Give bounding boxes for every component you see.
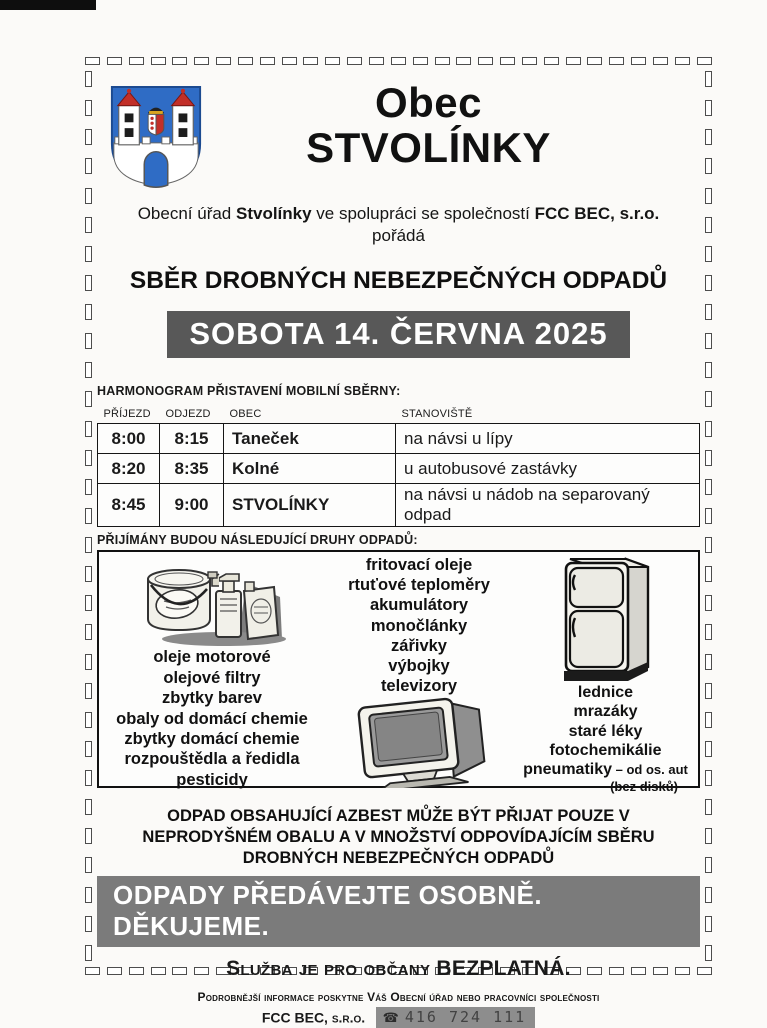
- col-header-location: STANOVIŠTĚ: [401, 408, 473, 421]
- list-item: staré léky: [568, 722, 643, 740]
- border-dash: [85, 654, 92, 670]
- border-dash: [705, 595, 712, 611]
- border-dash: [85, 188, 92, 204]
- free-service-line: Služba je pro občany BEZPLATNÁ.: [226, 957, 571, 981]
- list-item: akumulátory: [369, 596, 469, 615]
- border-dash: [705, 479, 712, 495]
- list-item: fotochemikálie: [549, 741, 662, 759]
- border-dash: [500, 57, 515, 65]
- border-dash: [413, 57, 428, 65]
- border-dash: [391, 57, 406, 65]
- border-dash: [705, 508, 712, 524]
- border-dash: [85, 683, 92, 699]
- border-dash: [172, 57, 187, 65]
- border-dash: [369, 57, 384, 65]
- list-item: pesticidy: [176, 770, 248, 789]
- intro-paragraph: [97, 203, 700, 247]
- col-header-village: OBEC: [229, 408, 262, 421]
- phone-number: 416 724 111: [404, 1008, 527, 1027]
- schedule-header-row: [98, 408, 700, 424]
- border-dash: [85, 945, 92, 961]
- border-dash: [85, 537, 92, 553]
- border-dash: [705, 654, 712, 670]
- border-dash: [85, 100, 92, 116]
- border-dash: [705, 566, 712, 582]
- info-line: Podrobnější informace poskytne Váš Obecní úřad nebo pracovníci společnosti: [197, 990, 600, 1005]
- border-dash: [675, 57, 690, 65]
- list-item: rtuťové teploměry: [348, 576, 490, 595]
- header: [97, 75, 700, 193]
- border-dash: [456, 57, 471, 65]
- border-dash: [85, 71, 92, 87]
- list-item: olejové filtry: [163, 668, 261, 687]
- village-name: Taneček: [224, 424, 396, 454]
- border-dash: [194, 57, 209, 65]
- border-dash: [85, 362, 92, 378]
- waste-list-middle: [321, 555, 517, 696]
- border-dash: [697, 57, 712, 65]
- table-row: [98, 424, 700, 454]
- border-dash: [653, 57, 668, 65]
- waste-types-box: [97, 550, 700, 795]
- border-dash: [282, 57, 297, 65]
- border-dash: [705, 624, 712, 640]
- scan-artifact-bar: [0, 0, 96, 10]
- village-name: Kolné: [224, 454, 396, 484]
- list-item: rozpouštědla a ředidla: [124, 750, 300, 769]
- border-dash: [85, 158, 92, 174]
- flyer: [85, 57, 712, 1027]
- col-header-departure: ODJEZD: [165, 408, 211, 421]
- table-row: [98, 454, 700, 484]
- border-dash: [705, 391, 712, 407]
- border-dash: [566, 57, 581, 65]
- border-dash: [705, 129, 712, 145]
- tyres-main: pneumatiky: [523, 760, 613, 778]
- dashed-border-top: [85, 57, 712, 65]
- waste-list-left: [103, 647, 321, 790]
- stop-location: u autobusové zastávky: [396, 454, 700, 484]
- border-dash: [85, 479, 92, 495]
- title-line1: Obec: [374, 79, 483, 126]
- border-dash: [85, 916, 92, 932]
- border-dash: [705, 217, 712, 233]
- border-dash: [260, 57, 275, 65]
- border-dash: [631, 57, 646, 65]
- dashed-border-left: [85, 71, 92, 961]
- list-item: televizory: [380, 676, 458, 695]
- border-dash: [325, 57, 340, 65]
- handover-banner: ODPADY PŘEDÁVEJTE OSOBNĚ. DĚKUJEME.: [97, 876, 700, 947]
- border-dash: [705, 683, 712, 699]
- waste-column-left: [103, 555, 321, 795]
- border-dash: [522, 57, 537, 65]
- border-dash: [705, 537, 712, 553]
- contact-row: [97, 1007, 700, 1028]
- border-dash: [85, 450, 92, 466]
- border-dash: [85, 712, 92, 728]
- border-dash: [705, 188, 712, 204]
- border-dash: [238, 57, 253, 65]
- list-item: zářivky: [391, 636, 447, 655]
- border-dash: [85, 275, 92, 291]
- stop-location: na návsi u lípy: [396, 424, 700, 454]
- border-dash: [705, 304, 712, 320]
- border-dash: [85, 566, 92, 582]
- border-dash: [303, 57, 318, 65]
- border-dash: [705, 421, 712, 437]
- border-dash: [85, 741, 92, 757]
- company-name: FCC BEC, s.r.o.: [261, 1009, 366, 1026]
- list-item: obaly od domácí chemie: [116, 709, 308, 728]
- border-dash: [85, 799, 92, 815]
- tyres-suffix: – od os. aut: [612, 761, 688, 777]
- border-dash: [478, 57, 493, 65]
- border-dash: [705, 71, 712, 87]
- list-item: monočlánky: [370, 616, 468, 635]
- municipal-coat-of-arms-icon: [107, 83, 205, 189]
- border-dash: [435, 57, 450, 65]
- col-header-arrival: PŘÍJEZD: [103, 408, 151, 421]
- departure-time: 9:00: [160, 484, 224, 527]
- departure-time: 8:15: [160, 424, 224, 454]
- arrival-time: 8:00: [98, 424, 160, 454]
- refrigerator-icon: [554, 555, 658, 683]
- waste-column-right: [517, 555, 694, 795]
- event-title: SBĚR DROBNÝCH NEBEZPEČNÝCH ODPADŮ: [129, 267, 668, 295]
- border-dash: [705, 246, 712, 262]
- stop-location: na návsi u nádob na separovaný odpad: [396, 484, 700, 527]
- border-dash: [705, 712, 712, 728]
- border-dash: [107, 57, 122, 65]
- arrival-time: 8:45: [98, 484, 160, 527]
- border-dash: [705, 450, 712, 466]
- border-dash: [705, 100, 712, 116]
- border-dash: [85, 770, 92, 786]
- flyer-content: [97, 69, 700, 1027]
- schedule-section-label: HARMONOGRAM PŘISTAVENÍ MOBILNÍ SBĚRNY:: [97, 384, 401, 399]
- asbestos-line: DROBNÝCH NEBEZPEČNÝCH ODPADŮ: [242, 849, 555, 868]
- border-dash: [85, 57, 100, 65]
- border-dash: [705, 945, 712, 961]
- border-dash: [705, 887, 712, 903]
- intro-mid: ve spolupráci se společností: [311, 204, 535, 223]
- dashed-border-right: [705, 71, 712, 961]
- border-dash: [705, 362, 712, 378]
- list-item: fritovací oleje: [365, 556, 473, 575]
- crt-monitor-icon: [334, 696, 504, 788]
- list-item: mrazáky: [573, 703, 638, 721]
- border-dash: [705, 275, 712, 291]
- phone-box: [376, 1007, 536, 1028]
- border-dash: [85, 828, 92, 844]
- border-dash: [705, 158, 712, 174]
- border-dash: [347, 57, 362, 65]
- border-dash: [85, 304, 92, 320]
- arrival-time: 8:20: [98, 454, 160, 484]
- border-dash: [705, 770, 712, 786]
- table-row: [98, 484, 700, 527]
- border-dash: [705, 741, 712, 757]
- title-line2: STVOLÍNKY: [306, 123, 551, 171]
- chemical-containers-icon: [128, 555, 296, 647]
- border-dash: [85, 391, 92, 407]
- intro-municipality: Stvolínky: [235, 204, 312, 223]
- border-dash: [705, 333, 712, 349]
- list-item: zbytky domácí chemie: [124, 730, 300, 748]
- waste-section-label: PŘIJÍMÁNY BUDOU NÁSLEDUJÍCÍ DRUHY ODPADŮ:: [97, 533, 418, 548]
- intro-pre: Obecní úřad: [137, 204, 236, 223]
- list-item: zbytky barev: [162, 689, 262, 708]
- border-dash: [216, 57, 231, 65]
- list-item-tyres: [517, 760, 694, 779]
- border-dash: [85, 129, 92, 145]
- waste-column-middle: [321, 555, 517, 795]
- border-dash: [85, 624, 92, 640]
- border-dash: [85, 595, 92, 611]
- border-dash: [85, 217, 92, 233]
- date-banner: SOBOTA 14. ČERVNA 2025: [167, 311, 629, 358]
- border-dash: [85, 246, 92, 262]
- border-dash: [544, 57, 559, 65]
- border-dash: [85, 333, 92, 349]
- list-item: oleje motorové: [153, 648, 271, 667]
- border-dash: [705, 916, 712, 932]
- border-dash: [705, 828, 712, 844]
- asbestos-notice: [97, 806, 700, 869]
- border-dash: [85, 887, 92, 903]
- waste-list-right: [517, 683, 694, 795]
- schedule-table: [97, 408, 700, 527]
- village-name: STVOLÍNKY: [224, 484, 396, 527]
- border-dash: [85, 857, 92, 873]
- list-item: lednice: [577, 684, 634, 702]
- phone-icon: ☎: [382, 1011, 399, 1027]
- border-dash: [587, 57, 602, 65]
- border-dash: [85, 421, 92, 437]
- asbestos-line: NEPRODYŠNÉM OBALU A V MNOŽSTVÍ ODPOVÍDAJÍCÍM SBĚRU: [142, 828, 655, 847]
- border-dash: [129, 57, 144, 65]
- border-dash: [151, 57, 166, 65]
- border-dash: [85, 508, 92, 524]
- intro-line2: pořádá: [372, 226, 425, 246]
- border-dash: [609, 57, 624, 65]
- departure-time: 8:35: [160, 454, 224, 484]
- list-item: výbojky: [388, 656, 450, 675]
- tyres-note: (bez disků): [610, 779, 678, 795]
- border-dash: [705, 799, 712, 815]
- asbestos-line: ODPAD OBSAHUJÍCÍ AZBEST MŮŽE BÝT PŘIJAT POUZE V: [167, 807, 630, 826]
- intro-company: FCC BEC, s.r.o.: [534, 204, 660, 223]
- border-dash: [705, 857, 712, 873]
